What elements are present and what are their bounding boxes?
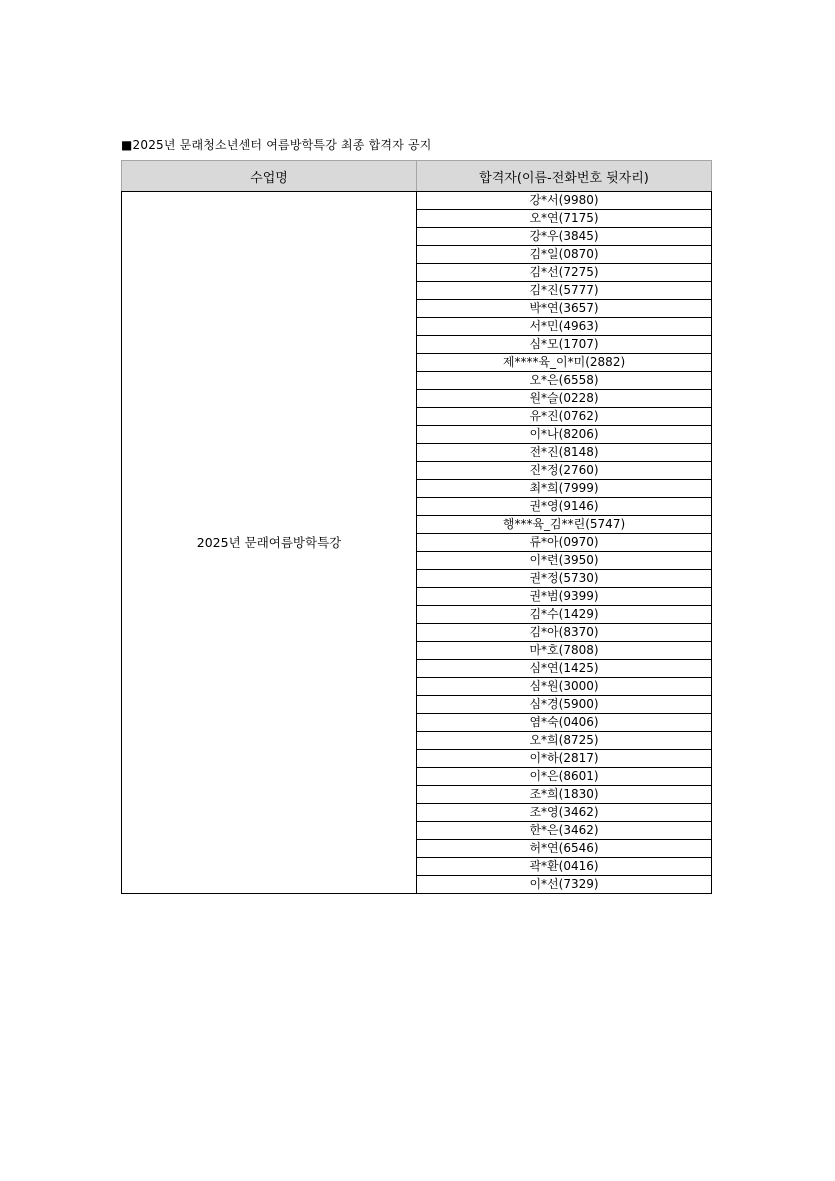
header-admitted: 합격자(이름-전화번호 뒷자리) <box>417 161 712 192</box>
admitted-name-cell: 이*은(8601) <box>417 768 712 786</box>
document-title: ■2025년 문래청소년센터 여름방학특강 최종 합격자 공지 <box>121 138 432 152</box>
admitted-name-cell: 이*하(2817) <box>417 750 712 768</box>
admitted-name-cell: 서*민(4963) <box>417 318 712 336</box>
admitted-name-cell: 한*은(3462) <box>417 822 712 840</box>
admitted-name-cell: 오*연(7175) <box>417 210 712 228</box>
admitted-name-cell: 심*경(5900) <box>417 696 712 714</box>
admitted-name-cell: 허*연(6546) <box>417 840 712 858</box>
admitted-name-cell: 권*정(5730) <box>417 570 712 588</box>
table-row <box>122 192 712 210</box>
table-header-row <box>122 161 712 192</box>
admitted-name-cell: 염*숙(0406) <box>417 714 712 732</box>
admitted-name-cell: 김*선(7275) <box>417 264 712 282</box>
admitted-name-cell: 류*아(0970) <box>417 534 712 552</box>
header-class-name: 수업명 <box>122 161 417 192</box>
admitted-name-cell: 조*희(1830) <box>417 786 712 804</box>
admitted-name-cell: 제****육_이*미(2882) <box>417 354 712 372</box>
admitted-name-cell: 전*진(8148) <box>417 444 712 462</box>
admitted-name-cell: 김*일(0870) <box>417 246 712 264</box>
admitted-name-cell: 오*희(8725) <box>417 732 712 750</box>
class-name-cell: 2025년 문래여름방학특강 <box>122 192 417 894</box>
admitted-name-cell: 유*진(0762) <box>417 408 712 426</box>
admitted-name-cell: 김*진(5777) <box>417 282 712 300</box>
table-body <box>122 192 712 894</box>
admitted-name-cell: 이*련(3950) <box>417 552 712 570</box>
admitted-name-cell: 행***육_김**린(5747) <box>417 516 712 534</box>
admitted-name-cell: 마*호(7808) <box>417 642 712 660</box>
admission-table <box>121 160 712 894</box>
admitted-name-cell: 이*선(7329) <box>417 876 712 894</box>
admitted-name-cell: 곽*환(0416) <box>417 858 712 876</box>
admitted-name-cell: 박*연(3657) <box>417 300 712 318</box>
admitted-name-cell: 강*우(3845) <box>417 228 712 246</box>
admitted-name-cell: 심*원(3000) <box>417 678 712 696</box>
admitted-name-cell: 조*영(3462) <box>417 804 712 822</box>
admitted-name-cell: 권*범(9399) <box>417 588 712 606</box>
admitted-name-cell: 심*연(1425) <box>417 660 712 678</box>
admitted-name-cell: 오*은(6558) <box>417 372 712 390</box>
admitted-name-cell: 김*수(1429) <box>417 606 712 624</box>
admitted-name-cell: 최*희(7999) <box>417 480 712 498</box>
admitted-name-cell: 김*아(8370) <box>417 624 712 642</box>
admitted-name-cell: 권*영(9146) <box>417 498 712 516</box>
admitted-name-cell: 이*나(8206) <box>417 426 712 444</box>
admitted-name-cell: 심*모(1707) <box>417 336 712 354</box>
admitted-name-cell: 원*슬(0228) <box>417 390 712 408</box>
admitted-name-cell: 진*정(2760) <box>417 462 712 480</box>
admitted-name-cell: 강*서(9980) <box>417 192 712 210</box>
